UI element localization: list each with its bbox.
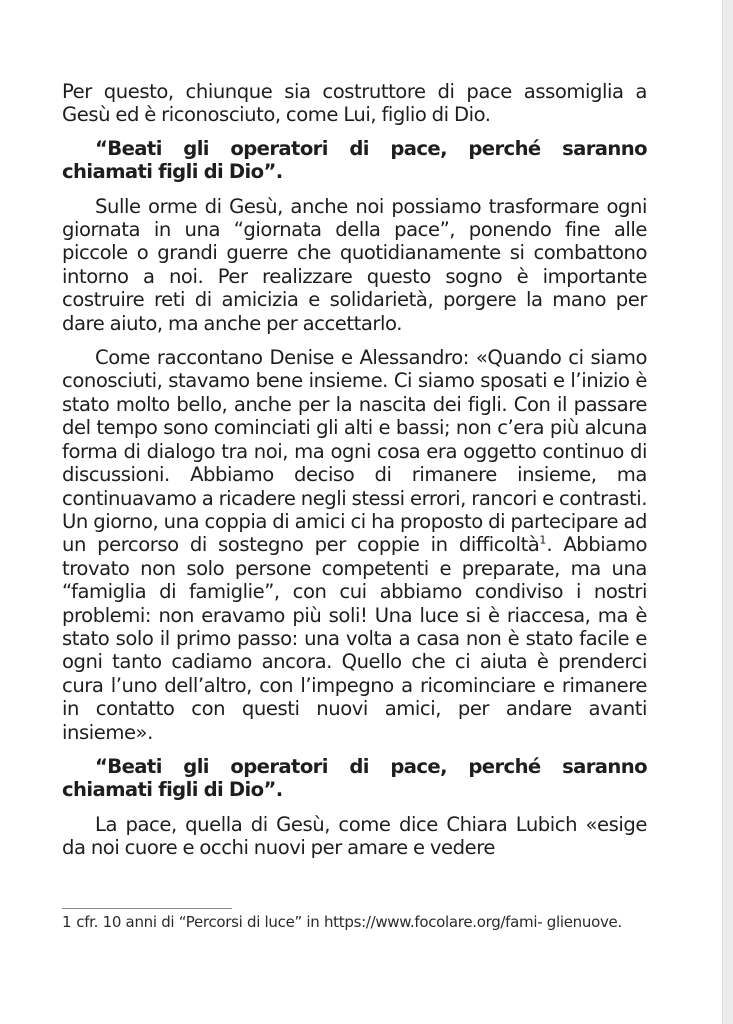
paragraph-testimony	[62, 346, 647, 744]
footnote-reference: 1	[539, 533, 547, 547]
testimony-text-part-2: . Abbiamo trovato non solo persone competenti e preparate, ma una “famiglia di famiglie”, con cui abbiamo condiviso i nostri problemi: non eravamo più soli! Una luce si è riaccesa, ma è stato solo il primo passo: una volta a casa non è stato facile e ogni tanto cadiamo ancora. Quello che ci aiuta è prenderci cura l’uno dell’altro, con l’impegno a ricominciare e rimanere in contatto con questi nuovi amici, per andare avanti insieme».	[62, 533, 647, 744]
testimony-text-part-1: Come raccontano Denise e Alessandro: «Quando ci siamo conosciuti, stavamo bene insieme. Ci siamo sposati e l’inizio è stato molto bello, anche per la nascita dei figli. Con il passare del tempo sono cominciati gli alti e bassi; non c’era più alcuna forma di dialogo tra noi, ma ogni cosa era oggetto continuo di discussioni. Abbiamo deciso di rimanere insieme, ma continuavamo a ricadere negli stessi errori, rancori e contrasti. Un giorno, una coppia di amici ci ha proposto di partecipare ad un percorso di sostegno per coppie in difficoltà	[62, 346, 647, 557]
beatitude-quote-1: “Beati gli operatori di pace, perché saranno chiamati figli di Dio”.	[62, 136, 647, 184]
page-edge	[722, 0, 733, 1024]
page-body	[62, 80, 647, 860]
footnote-separator	[62, 908, 232, 909]
footnote-text: cfr. 10 anni di “Percorsi di luce” in https://www.focolare.org/fami- glienuove.	[76, 913, 622, 931]
paragraph-orme-di-gesu: Sulle orme di Gesù, anche noi possiamo trasformare ogni giornata in una “giornata della pace”, ponendo fine alle piccole o grandi guerre che quotidianamente si combattono intorno a noi. Per realizzare questo sogno è importante costruire reti di amicizia e solidarietà, porgere la mano per dare aiuto, ma anche per accettarlo.	[62, 194, 647, 335]
paragraph-intro: Per questo, chiunque sia costruttore di pace assomiglia a Gesù ed è riconosciuto, come Lui, figlio di Dio.	[62, 80, 647, 127]
beatitude-quote-2: “Beati gli operatori di pace, perché saranno chiamati figli di Dio”.	[62, 754, 647, 802]
paragraph-chiara-lubich: La pace, quella di Gesù, come dice Chiara Lubich «esige da noi cuore e occhi nuovi per amare e vedere	[62, 812, 647, 860]
footnote	[62, 912, 647, 933]
footnote-number: 1	[62, 913, 72, 931]
